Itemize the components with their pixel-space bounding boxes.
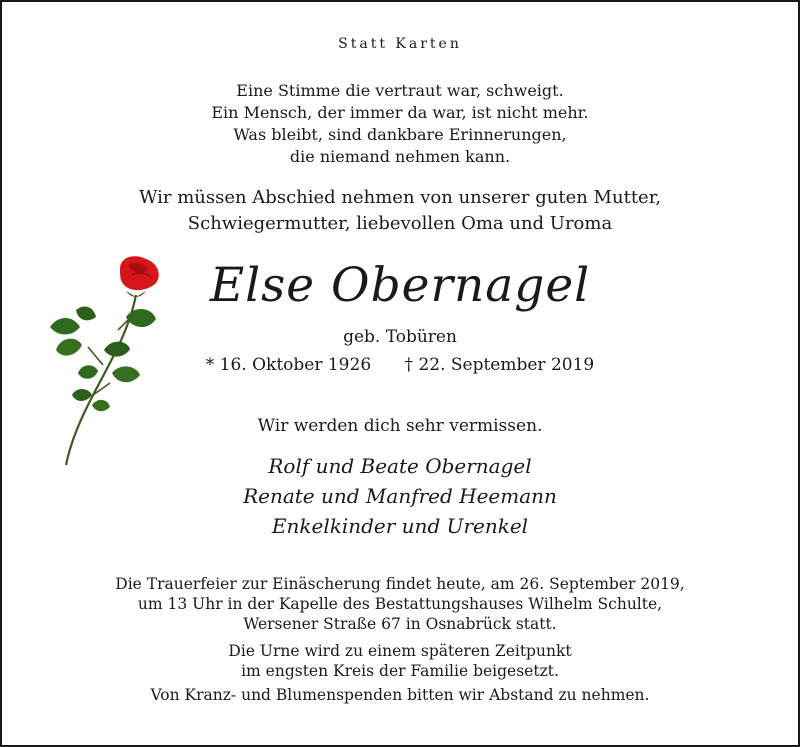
poem-line: Was bleibt, sind dankbare Erinnerungen, xyxy=(233,125,567,144)
birth-name: geb. Tobüren xyxy=(343,327,457,347)
farewell-text: Wir werden dich sehr vermissen. xyxy=(257,416,543,436)
mourner: Renate und Manfred Heemann xyxy=(243,484,557,508)
urn-info xyxy=(0,641,800,681)
flowers-note: Von Kranz- und Blumenspenden bitten wir Abstand zu nehmen. xyxy=(150,686,650,704)
ceremony-line: Wersener Straße 67 in Osnabrück statt. xyxy=(243,615,557,633)
life-dates xyxy=(0,355,800,375)
ceremony-line: um 13 Uhr in der Kapelle des Bestattungshauses Wilhelm Schulte, xyxy=(137,595,663,613)
header-statt-karten: Statt Karten xyxy=(338,36,462,52)
ceremony-line: Die Trauerfeier zur Einäscherung findet heute, am 26. September 2019, xyxy=(115,575,685,593)
deceased-name: Else Obernagel xyxy=(209,258,591,313)
intro-line: Schwiegermutter, liebevollen Oma und Uroma xyxy=(187,213,613,234)
urn-line: Die Urne wird zu einem späteren Zeitpunkt xyxy=(228,642,572,660)
poem-line: Eine Stimme die vertraut war, schweigt. xyxy=(236,81,564,100)
mourner: Rolf und Beate Obernagel xyxy=(268,454,532,478)
mourner: Enkelkinder und Urenkel xyxy=(271,514,529,538)
intro-line: Wir müssen Abschied nehmen von unserer guten Mutter, xyxy=(138,187,662,208)
death-date: † 22. September 2019 xyxy=(404,355,595,375)
poem-line: die niemand nehmen kann. xyxy=(289,147,511,166)
poem xyxy=(0,80,800,168)
ceremony-info xyxy=(0,574,800,634)
intro-text xyxy=(0,185,800,237)
mourners-list xyxy=(0,451,800,541)
urn-line: im engsten Kreis der Familie beigesetzt. xyxy=(241,662,559,680)
birth-date: * 16. Oktober 1926 xyxy=(205,355,372,375)
poem-line: Ein Mensch, der immer da war, ist nicht mehr. xyxy=(211,103,589,122)
